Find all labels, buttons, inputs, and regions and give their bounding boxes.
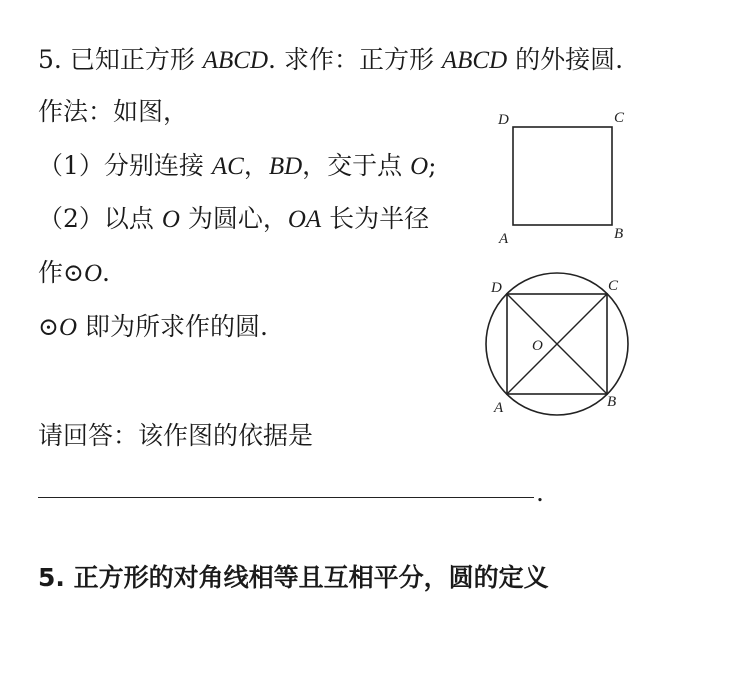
problem-line-5: 作⊙O. xyxy=(38,258,110,287)
problem-line-1: 5. 已知正方形 ABCD. 求作：正方形 ABCD 的外接圆. xyxy=(38,45,624,74)
figure-square xyxy=(497,110,625,247)
question-text: 请回答：该作图的依据是 xyxy=(38,421,314,450)
square-abcd xyxy=(513,127,612,225)
label-c: C xyxy=(614,110,625,126)
blank-period: . xyxy=(536,478,544,507)
label-c2: C xyxy=(608,278,619,294)
answer-text: 5. 正方形的对角线相等且互相平分，圆的定义 xyxy=(38,563,549,592)
figure-circumcircle xyxy=(486,273,628,416)
label-d2: D xyxy=(491,280,502,296)
label-b: B xyxy=(614,226,624,242)
problem-number: 5. xyxy=(38,45,62,74)
problem-step-1: （1）分别连接 AC，BD，交于点 O; xyxy=(38,151,437,180)
label-a2: A xyxy=(494,400,504,416)
label-o: O xyxy=(532,338,543,354)
label-b2: B xyxy=(607,394,617,410)
problem-step-2: （2）以点 O 为圆心，OA 长为半径 xyxy=(38,204,430,233)
problem-line-6: ⊙O 即为所求作的圆. xyxy=(38,312,268,341)
label-a: A xyxy=(499,231,509,247)
label-d: D xyxy=(498,112,509,128)
problem-line-2: 作法：如图， xyxy=(38,97,189,126)
